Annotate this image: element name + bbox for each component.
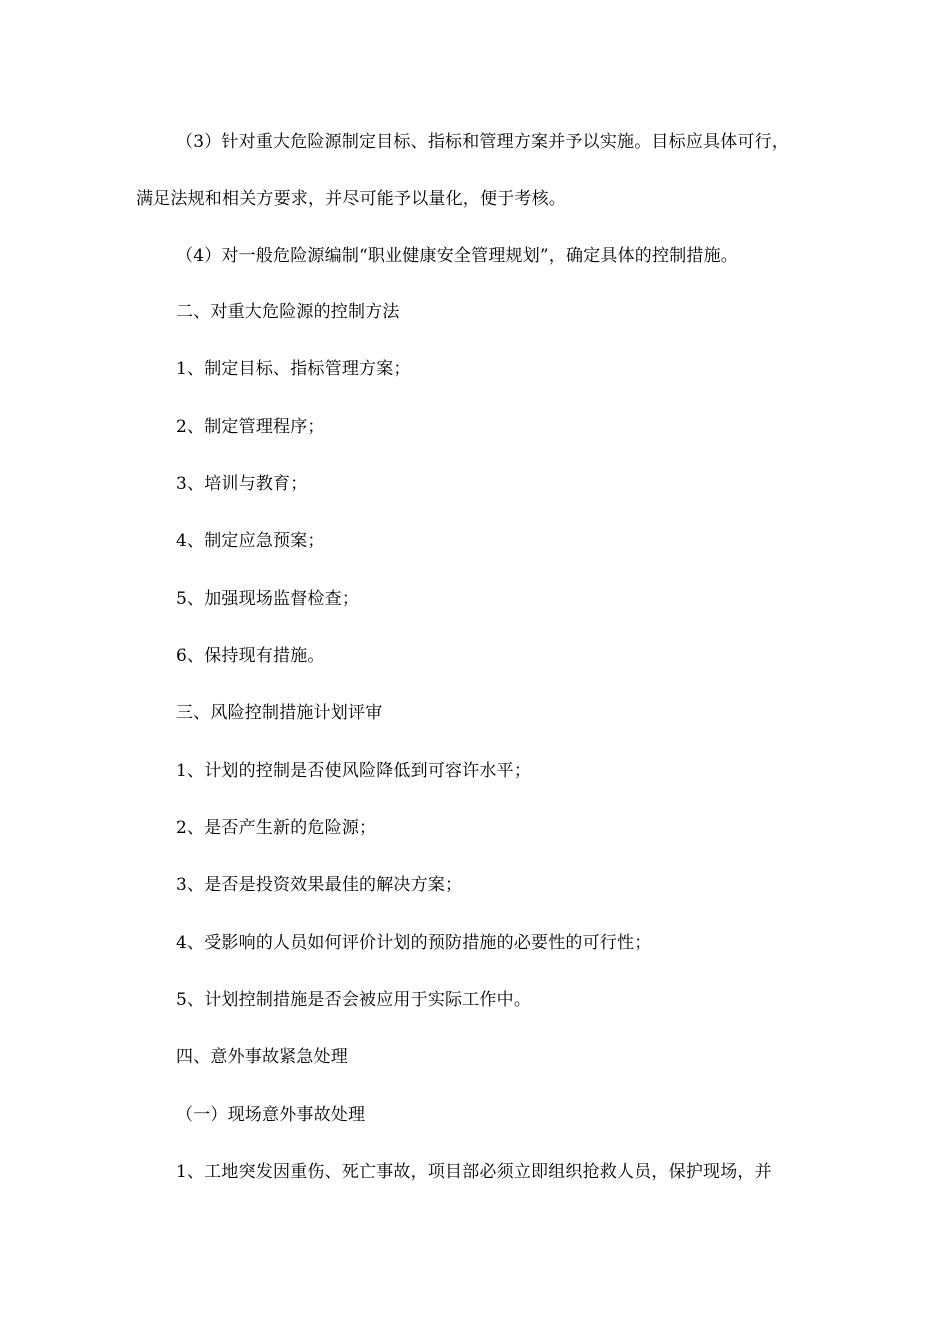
list-item: 1、制定目标、指标管理方案； [176,359,411,379]
paragraph-item-4: （4）对一般危险源编制“职业健康安全管理规划”，确定具体的控制措施。 [176,246,738,266]
subsection-heading-1: （一）现场意外事故处理 [176,1105,366,1125]
list-item: 3、是否是投资效果最佳的解决方案； [176,875,463,895]
list-item: 4、受影响的人员如何评价计划的预防措施的必要性的可行性； [176,933,652,953]
list-item: 4、制定应急预案； [176,531,325,551]
list-item: 2、是否产生新的危险源； [176,818,377,838]
list-item: 5、计划控制措施是否会被应用于实际工作中。 [176,990,532,1010]
list-item: 2、制定管理程序； [176,417,325,437]
list-item: 6、保持现有措施。 [176,646,325,666]
section-heading-2: 二、对重大危险源的控制方法 [176,302,400,322]
section-heading-3: 三、风险控制措施计划评审 [176,703,383,723]
list-item: 3、培训与教育； [176,474,308,494]
list-item: 5、加强现场监督检查； [176,589,360,609]
list-item: 1、工地突发因重伤、死亡事故，项目部必须立即组织抢救人员，保护现场，并 [176,1162,772,1182]
paragraph-item-3-line2: 满足法规和相关方要求，并尽可能予以量化，便于考核。 [136,189,566,209]
section-heading-4: 四、意外事故紧急处理 [176,1047,348,1067]
list-item: 1、计划的控制是否使风险降低到可容许水平； [176,761,532,781]
paragraph-item-3-line1: （3）针对重大危险源制定目标、指标和管理方案并予以实施。目标应具体可行， [176,132,790,152]
